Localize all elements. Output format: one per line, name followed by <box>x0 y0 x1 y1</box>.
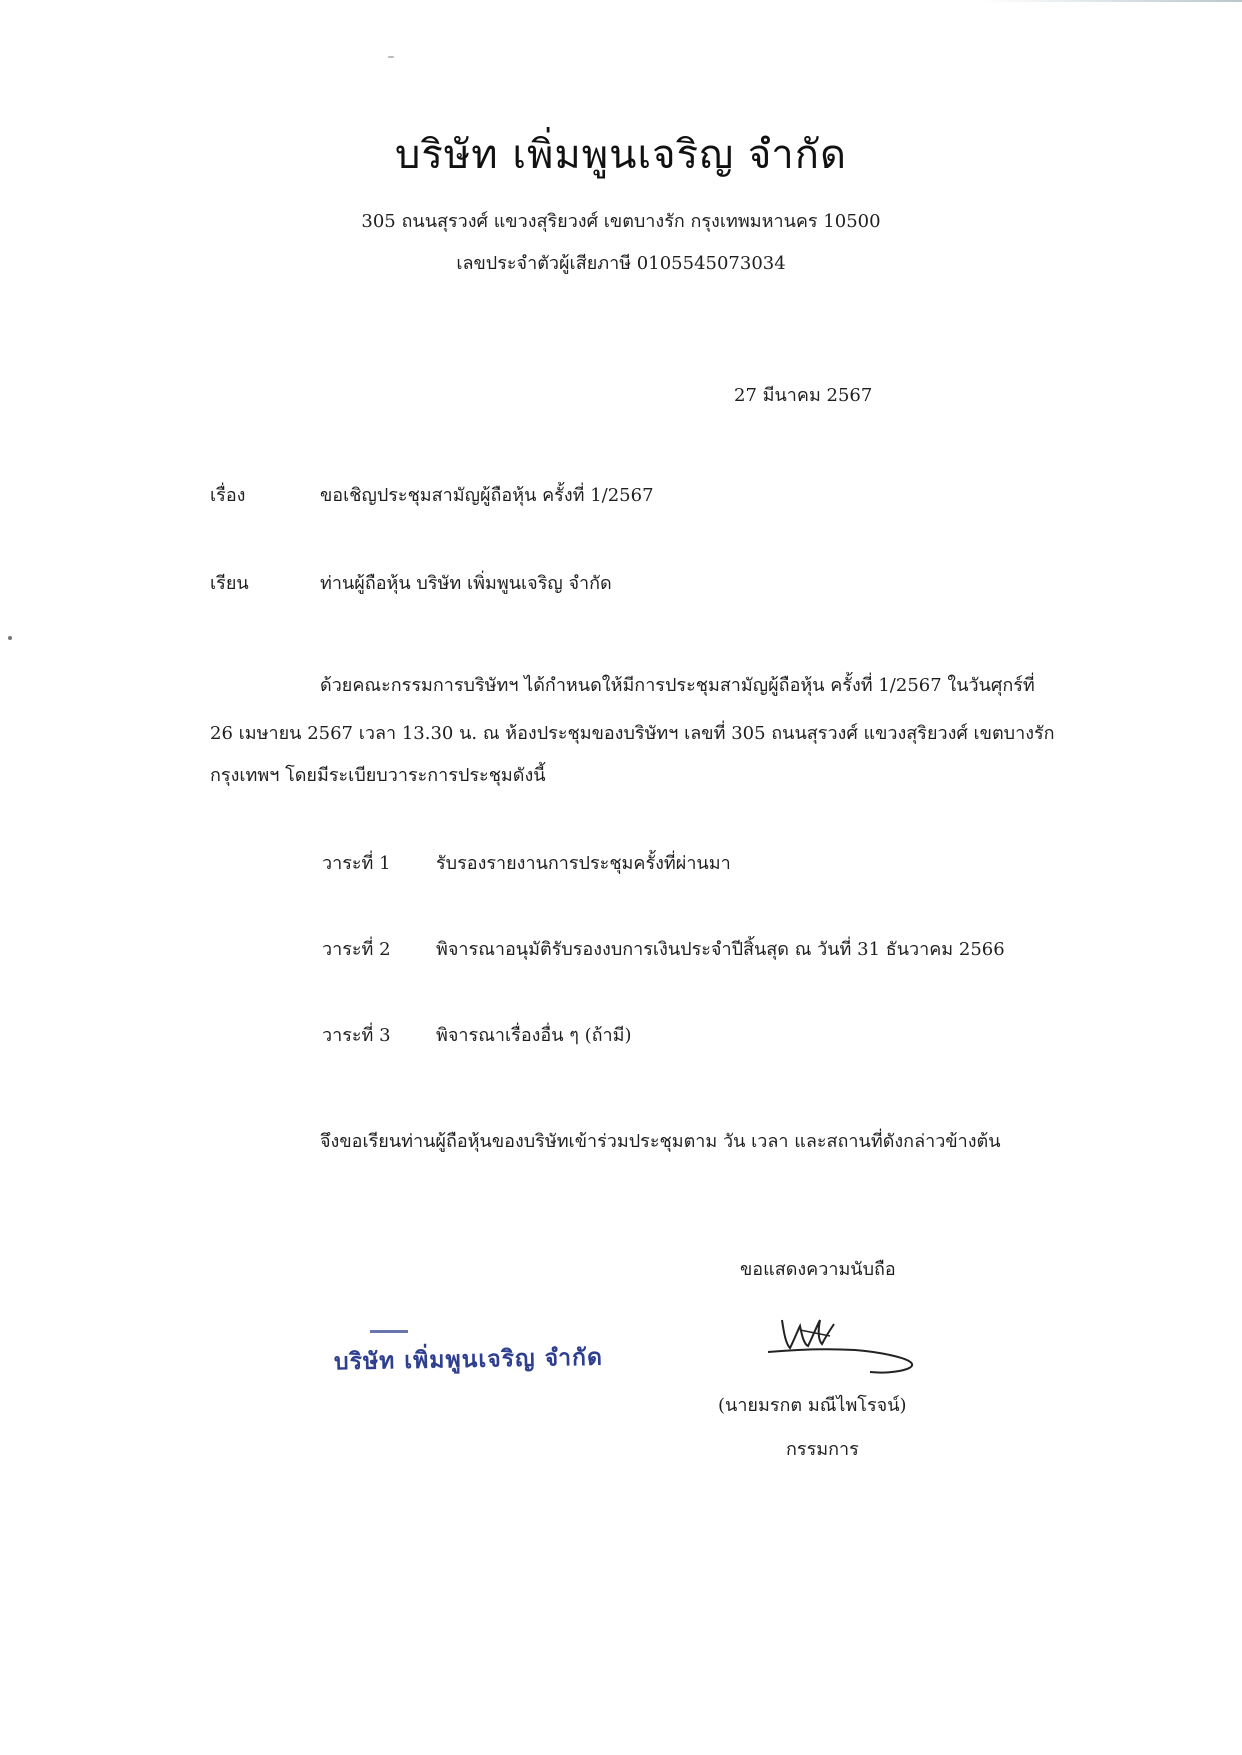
signer-position: กรรมการ <box>786 1439 859 1460</box>
body-line-3: กรุงเทพฯ โดยมีระเบียบวาระการประชุมดังนี้ <box>210 765 546 786</box>
agenda-item-1-label: วาระที่ 1 <box>322 853 391 874</box>
company-name: บริษัท เพิ่มพูนเจริญ จำกัด <box>395 132 847 178</box>
subject-label: เรื่อง <box>210 485 246 506</box>
agenda-item-3-label: วาระที่ 3 <box>322 1025 391 1046</box>
stamp-mark <box>370 1330 408 1333</box>
body-line-2: 26 เมษายน 2567 เวลา 13.30 น. ณ ห้องประชุมของบริษัทฯ เลขที่ 305 ถนนสุรวงศ์ แขวงสุริยวงศ์ เขตบางรัก <box>210 723 1055 744</box>
agenda-item-1-text: รับรองรายงานการประชุมครั้งที่ผ่านมา <box>436 853 731 874</box>
agenda-item-2-text: พิจารณาอนุมัติรับรองงบการเงินประจำปีสิ้นสุด ณ วันที่ 31 ธันวาคม 2566 <box>436 939 1005 960</box>
tax-id: เลขประจำตัวผู้เสียภาษี 0105545073034 <box>456 253 786 274</box>
signer-name: (นายมรกต มณีไพโรจน์) <box>718 1395 907 1416</box>
agenda-item-3-text: พิจารณาเรื่องอื่น ๆ (ถ้ามี) <box>436 1025 632 1046</box>
company-stamp: บริษัท เพิ่มพูนเจริญ จำกัด <box>333 1344 604 1376</box>
scan-edge-line <box>982 0 1242 2</box>
regards: ขอแสดงความนับถือ <box>740 1259 896 1280</box>
handwritten-signature <box>760 1300 920 1380</box>
body-line-1: ด้วยคณะกรรมการบริษัทฯ ได้กำหนดให้มีการประชุมสามัญผู้ถือหุ้น ครั้งที่ 1/2567 ในวันศุกร์ที่ <box>320 675 1035 696</box>
closing-paragraph: จึงขอเรียนท่านผู้ถือหุ้นของบริษัทเข้าร่วมประชุมตาม วัน เวลา และสถานที่ดังกล่าวข้างต้น <box>320 1131 1001 1152</box>
recipient-label: เรียน <box>210 573 249 594</box>
recipient-text: ท่านผู้ถือหุ้น บริษัท เพิ่มพูนเจริญ จำกัด <box>320 573 612 594</box>
letter-date: 27 มีนาคม 2567 <box>734 385 873 406</box>
subject-text: ขอเชิญประชุมสามัญผู้ถือหุ้น ครั้งที่ 1/2567 <box>320 485 654 506</box>
company-address: 305 ถนนสุรวงศ์ แขวงสุริยวงศ์ เขตบางรัก กรุงเทพมหานคร 10500 <box>361 211 881 232</box>
scan-speck <box>388 56 394 58</box>
scan-speck <box>8 636 12 640</box>
agenda-item-2-label: วาระที่ 2 <box>322 939 391 960</box>
